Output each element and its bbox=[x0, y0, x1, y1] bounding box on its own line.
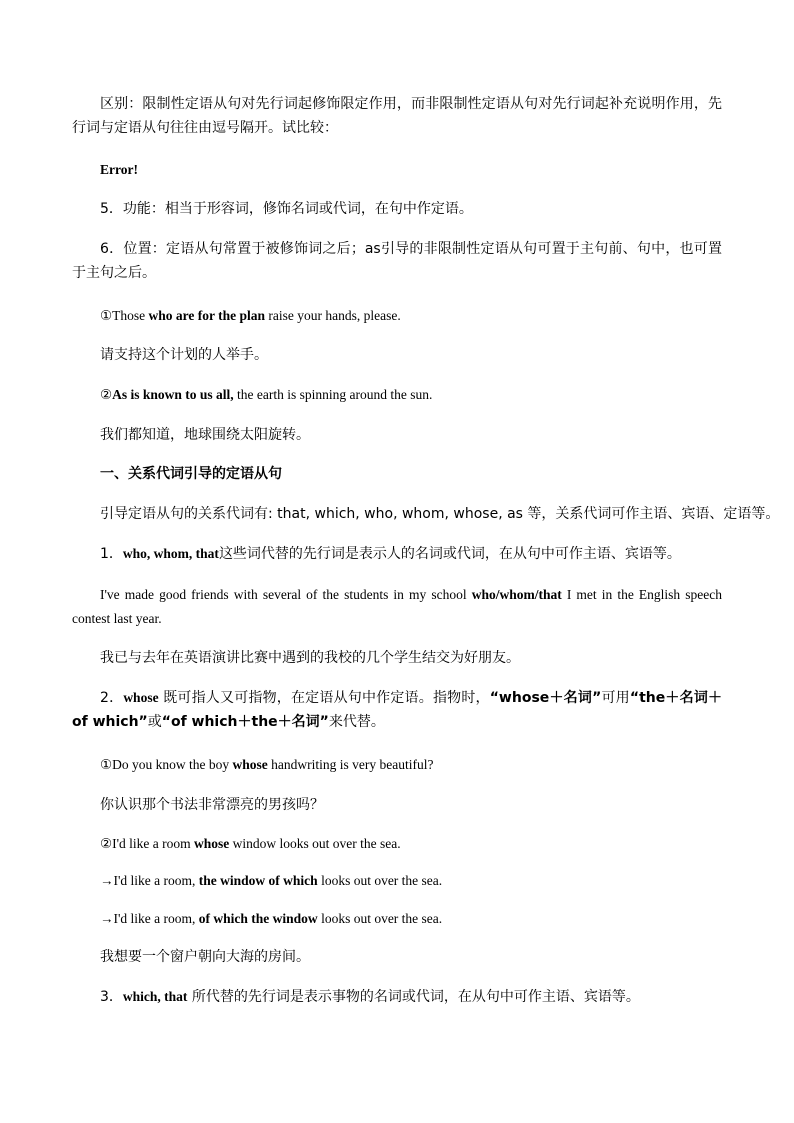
bold-text-run: of which the window bbox=[198, 911, 318, 926]
example-room-of-which-the-window bbox=[100, 907, 750, 931]
text-run: handwriting is very beautiful? bbox=[267, 757, 434, 772]
text-run: raise your hands, please. bbox=[265, 308, 401, 323]
text-run: ①Those bbox=[100, 308, 149, 323]
example-as-is-known bbox=[100, 383, 750, 407]
text-run: I met in the English speech contest last year. bbox=[72, 587, 722, 626]
bold-text-run: As is known to us all, bbox=[112, 387, 234, 402]
translation-good-friends: 我已与去年在英语演讲比赛中遇到的我校的几个学生结交为好朋友。 bbox=[100, 650, 520, 666]
error-text: Error! bbox=[100, 162, 138, 177]
text-run: 来代替。 bbox=[328, 714, 385, 730]
bold-text-run: whose bbox=[194, 836, 230, 851]
bold-text-run: who are for the plan bbox=[148, 308, 265, 323]
section-heading-relative-pronouns: 一、关系代词引导的定语从句 bbox=[100, 466, 282, 482]
example-room-whose bbox=[100, 832, 750, 856]
translation-those: 请支持这个计划的人举手。 bbox=[100, 347, 268, 363]
text-run: 既可指人又可指物，在定语从句中作定语。指物时， bbox=[158, 690, 490, 706]
text-run: 这些词代替的先行词是表示人的名词或代词，在从句中可作主语、宾语等。 bbox=[218, 546, 681, 562]
text-run: the earth is spinning around the sun. bbox=[233, 387, 433, 402]
bold-text-run: “the＋名词＋of which” bbox=[72, 690, 723, 730]
text-run: →I'd like a room, bbox=[100, 873, 199, 888]
text-run: window looks out over the sea. bbox=[229, 836, 401, 851]
text-run: 所代替的先行词是表示事物的名词或代词，在从句中可作主语、宾语等。 bbox=[187, 989, 640, 1005]
text-run: 2． bbox=[100, 690, 124, 706]
bold-text-run: who/whom/that bbox=[471, 587, 562, 602]
point-2-whose bbox=[72, 686, 722, 734]
bold-text-run: “of which＋the＋名词” bbox=[161, 714, 329, 730]
example-room-the-window-of-which bbox=[100, 869, 750, 893]
text-run: ②I'd like a room bbox=[100, 836, 195, 851]
text-run: I've made good friends with several of the students in my school bbox=[100, 587, 472, 602]
text-run: →I'd like a room, bbox=[100, 911, 199, 926]
translation-earth: 我们都知道，地球围绕太阳旋转。 bbox=[100, 427, 310, 443]
point-1-who-whom-that bbox=[100, 542, 750, 566]
bold-text-run: “whose＋名词” bbox=[489, 690, 602, 706]
text-run: looks out over the sea. bbox=[317, 911, 443, 926]
example-those bbox=[100, 304, 750, 328]
paragraph-function: 5．功能：相当于形容词，修饰名词或代词，在句中作定语。 bbox=[100, 201, 473, 217]
translation-handwriting: 你认识那个书法非常漂亮的男孩吗？ bbox=[100, 797, 324, 813]
paragraph-distinction: 区别：限制性定语从句对先行词起修饰限定作用，而非限制性定语从句对先行词起补充说明作用，先行词与定语从句往往由逗号隔开。试比较： bbox=[72, 96, 722, 136]
text-run: 1． bbox=[100, 546, 123, 562]
bold-text-run: the window of which bbox=[198, 873, 318, 888]
example-good-friends bbox=[72, 583, 722, 631]
bold-text-run: whose bbox=[232, 757, 268, 772]
text-run: 可用 bbox=[601, 690, 630, 706]
point-3-which-that bbox=[100, 985, 750, 1009]
example-handwriting bbox=[100, 753, 750, 777]
text-run: looks out over the sea. bbox=[317, 873, 443, 888]
bold-text-run: whose bbox=[123, 690, 159, 705]
translation-room: 我想要一个窗户朝向大海的房间。 bbox=[100, 949, 310, 965]
paragraph-relative-pronouns: 引导定语从句的关系代词有: that, which, who, whom, whose, as 等，关系代词可作主语、宾语、定语等。 bbox=[100, 506, 780, 522]
text-run: 或 bbox=[147, 714, 162, 730]
text-run: ② bbox=[100, 387, 113, 402]
text-run: ①Do you know the boy bbox=[100, 757, 233, 772]
paragraph-position: 6．位置：定语从句常置于被修饰词之后；as引导的非限制性定语从句可置于主句前、句中，也可置于主句之后。 bbox=[72, 241, 722, 281]
bold-text-run: which, that bbox=[122, 989, 188, 1004]
bold-text-run: who, whom, that bbox=[122, 546, 219, 561]
text-run: 3． bbox=[100, 989, 123, 1005]
